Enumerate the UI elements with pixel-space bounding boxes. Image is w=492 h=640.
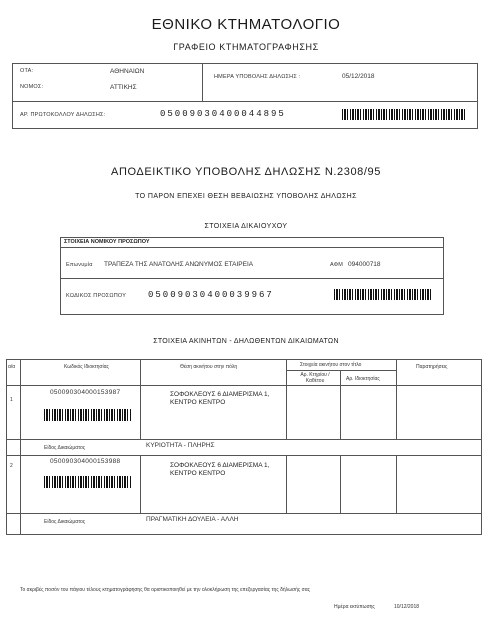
row2-right-label: Είδος Δικαιώματος (44, 519, 86, 525)
col-owner-no: Αρ. Ιδιοκτησίας (346, 376, 380, 382)
person-code-barcode (334, 289, 432, 300)
col-title-group: Στοιχεία ακινήτου στον τίτλο (300, 362, 362, 368)
row1-right-label: Είδος Δικαιώματος (44, 445, 86, 451)
protocol-label: ΑΡ. ΠΡΩΤΟΚΟΛΛΟΥ ΔΗΛΩΣΗΣ: (20, 112, 106, 118)
beneficiary-section-title: ΣΤΟΙΧΕΙΑ ΔΙΚΑΙΟΥΧΟΥ (204, 223, 288, 230)
nomos-value: ΑΤΤΙΚΗΣ (110, 84, 137, 91)
col-code: Κωδικός Ιδιοκτησίας (64, 364, 109, 370)
document-subtitle: ΤΟ ΠΑΡΟΝ ΕΠΕΧΕΙ ΘΕΣΗ ΒΕΒΑΙΩΣΗΣ ΥΠΟΒΟΛΗΣ ΔΗΛΩΣΗΣ (135, 193, 357, 200)
name-value: ΤΡΑΠΕΖΑ ΤΗΣ ΑΝΑΤΟΛΗΣ ΑΝΩΝΥΜΟΣ ΕΤΑΙΡΕΙΑ (104, 261, 254, 268)
col-location: Θέση ακινήτου στην πόλη (180, 364, 238, 370)
footer-note: Το ακριβές ποσόν του πάγιου τέλους κτηματογράφησης θα οριστικοποιηθεί με την ολοκλήρωση της επεξεργασίας της δήλωσής σας (20, 587, 311, 593)
protocol-barcode (342, 109, 466, 120)
row2-code: 050090304000153988 (50, 458, 121, 465)
row2-aa: 2 (10, 463, 13, 469)
row1-aa: 1 (10, 397, 13, 403)
person-code-label: ΚΩΔΙΚΟΣ ΠΡΟΣΩΠΟΥ (66, 293, 127, 299)
row2-location: ΣΟΦΟΚΛΕΟΥΣ 6 ΔΙΑΜΕΡΙΣΜΑ 1, ΚΕΝΤΡΟ ΚΕΝΤΡΟ (170, 462, 270, 477)
date-value: 05/12/2018 (342, 73, 375, 80)
office-title: ΓΡΑΦΕΙΟ ΚΤΗΜΑΤΟΓΡΑΦΗΣΗΣ (173, 42, 319, 52)
col-notes: Παρατηρήσεις (416, 364, 448, 370)
properties-section-title: ΣΤΟΙΧΕΙΑ ΑΚΙΝΗΤΩΝ - ΔΗΛΩΘΕΝΤΩΝ ΔΙΚΑΙΩΜΑΤΩΝ (153, 338, 339, 345)
beneficiary-box-title: ΣΤΟΙΧΕΙΑ ΝΟΜΙΚΟΥ ΠΡΟΣΩΠΟΥ (64, 239, 150, 245)
organization-title: ΕΘΝΙΚΟ ΚΤΗΜΑΤΟΛΟΓΙΟ (151, 16, 341, 33)
row2-barcode (44, 476, 132, 488)
col-aa: α/α (8, 364, 16, 370)
row1-location: ΣΟΦΟΚΛΕΟΥΣ 6 ΔΙΑΜΕΡΙΣΜΑ 1, ΚΕΝΤΡΟ ΚΕΝΤΡΟ (170, 391, 270, 406)
row1-barcode (44, 409, 132, 421)
document-title: ΑΠΟΔΕΙΚΤΙΚΟ ΥΠΟΒΟΛΗΣ ΔΗΛΩΣΗΣ Ν.2308/95 (111, 166, 381, 178)
date-label: ΗΜΕΡΑ ΥΠΟΒΟΛΗΣ ΔΗΛΩΣΗΣ : (214, 74, 301, 80)
print-date-value: 10/12/2018 (394, 604, 420, 610)
row1-code: 050090304000153987 (50, 389, 121, 396)
col-kitchen: Αρ. Κτηρίου / Καθέτου (300, 372, 330, 384)
person-code: 05009030400039967 (148, 290, 274, 300)
name-label: Επωνυμία (66, 262, 93, 268)
afm-label: ΑΦΜ (330, 262, 344, 268)
beneficiary-box (60, 237, 444, 315)
protocol-number: 05009030400044895 (160, 109, 286, 119)
ota-value: ΑΘΗΝΑΙΩΝ (110, 68, 145, 75)
print-date-label: Ημέρα εκτύπωσης (334, 604, 375, 610)
row2-right-value: ΠΡΑΓΜΑΤΙΚΗ ΔΟΥΛΕΙΑ - ΑΛΛΗ (146, 516, 239, 523)
afm-value: 094000718 (348, 261, 381, 268)
nomos-label: ΝΟΜΟΣ: (20, 84, 44, 90)
ota-label: ΟΤΑ: (20, 68, 34, 74)
row1-right-value: ΚΥΡΙΟΤΗΤΑ - ΠΛΗΡΗΣ (146, 442, 215, 449)
